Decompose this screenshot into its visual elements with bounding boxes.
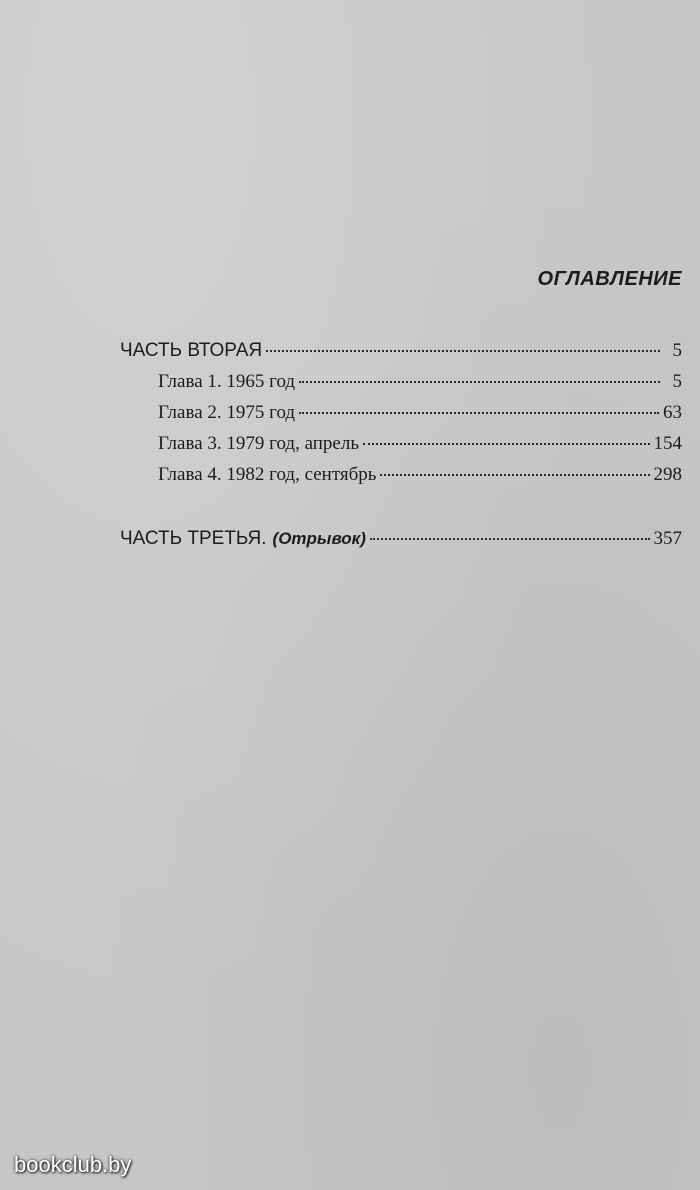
toc-entry-note: (Отрывок) [272, 529, 366, 548]
toc-entry-label: Глава 1. 1965 год [158, 371, 296, 392]
dot-leader [370, 538, 650, 540]
toc-entry-page: 5 [672, 371, 682, 392]
toc-entry-label: Глава 3. 1979 год, апрель [158, 433, 359, 454]
toc-entry-chapter-2 [120, 402, 682, 433]
toc-entry-label: ЧАСТЬ ТРЕТЬЯ. [120, 528, 267, 549]
toc-entry-page: 63 [663, 402, 682, 423]
dot-leader [380, 474, 649, 476]
toc-entry-label: Глава 4. 1982 год, сентябрь [158, 464, 377, 485]
toc-entry-chapter-1 [120, 371, 682, 402]
toc-entry-page: 298 [653, 464, 682, 485]
toc-entry-label: Глава 2. 1975 год [158, 402, 296, 423]
site-watermark: bookclub.by [14, 1152, 132, 1177]
table-of-contents [120, 340, 682, 559]
toc-heading: ОГЛАВЛЕНИЕ [537, 268, 682, 290]
toc-entry-page: 357 [653, 528, 682, 549]
dot-leader [266, 350, 660, 352]
toc-entry-chapter-4 [120, 464, 682, 495]
toc-entry-page: 5 [672, 340, 682, 361]
toc-entry-label: ЧАСТЬ ВТОРАЯ [120, 340, 263, 361]
toc-entry-part-3 [120, 528, 682, 559]
toc-entry-page: 154 [653, 433, 682, 454]
dot-leader [363, 443, 650, 445]
toc-entry-chapter-3 [120, 433, 682, 464]
dot-leader [299, 412, 659, 414]
toc-entry-part-2 [120, 340, 682, 371]
dot-leader [299, 381, 660, 383]
